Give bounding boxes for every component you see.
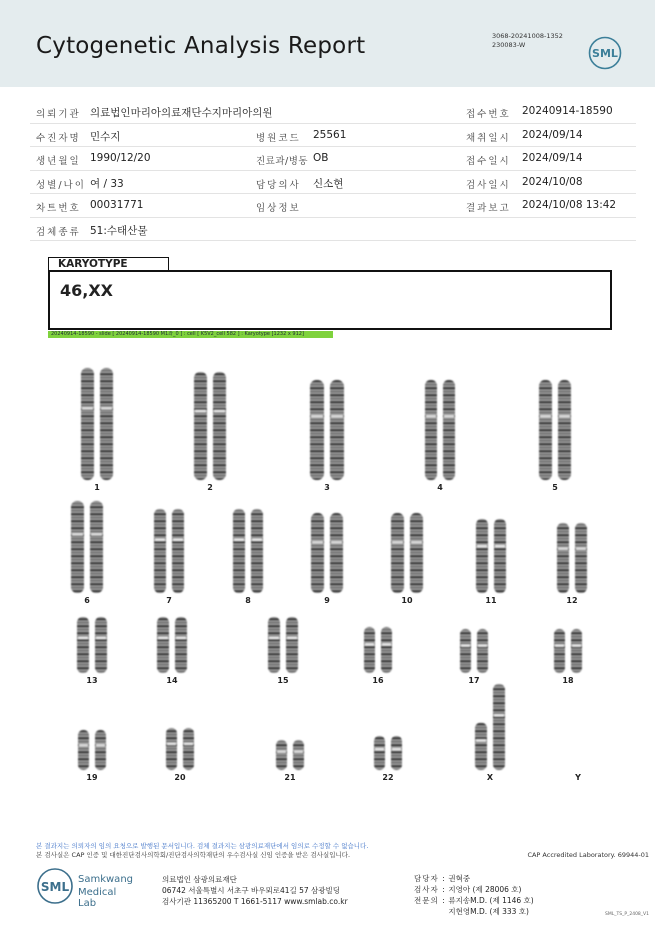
centromere <box>269 637 279 640</box>
info-row <box>30 218 636 242</box>
footer-logo-word-2: Medical Lab <box>78 887 117 909</box>
tester-label: 검사자 : <box>414 885 446 894</box>
specialist-name-1: 류지송M.D. (제 1146 호) <box>448 896 534 905</box>
chromosome-pair-12 <box>557 523 587 593</box>
chromosome-pair-9 <box>311 513 343 593</box>
centromere <box>176 637 186 640</box>
chromosome-label-8: 8 <box>245 596 251 605</box>
chromosome <box>554 629 565 673</box>
centromere <box>78 637 88 640</box>
specialist-name-2: 지현영M.D. (제 333 호) <box>448 907 529 916</box>
centromere <box>79 744 88 747</box>
centromere <box>184 743 193 746</box>
chromosome <box>100 368 113 480</box>
chromosome <box>194 372 207 480</box>
receipt-date-value: 2024/09/14 <box>522 152 583 164</box>
specimen-label: 검체종류 <box>36 226 81 238</box>
chromosome-pair-5 <box>539 380 571 480</box>
manager-name: 권혁중 <box>448 874 471 883</box>
patient-info-table <box>30 100 636 241</box>
centromere <box>331 415 343 418</box>
chromosome <box>425 380 437 480</box>
centromere <box>214 410 225 413</box>
chromosome-label-11: 11 <box>485 596 497 605</box>
chromosome-pair-6 <box>71 501 103 593</box>
chromosome <box>494 519 506 593</box>
chromosome-pair-16 <box>364 627 392 673</box>
chromosome <box>276 740 287 770</box>
centromere <box>444 415 454 418</box>
karyotype-value: 46,XX <box>60 281 114 300</box>
karyotype-label: KARYOTYPE <box>48 257 169 270</box>
hospital-code-value: 25561 <box>313 128 347 141</box>
centromere <box>331 541 342 544</box>
receipt-no-label: 접수번호 <box>466 109 511 120</box>
centromere <box>167 743 176 746</box>
chromosome <box>157 617 169 673</box>
chromosome-pair-13 <box>77 617 107 673</box>
chromosome-label-X: X <box>486 773 494 782</box>
chromosome <box>81 368 94 480</box>
chromosome-label-9: 9 <box>324 596 330 605</box>
footer-logo-word-1: Samkwang <box>78 874 133 885</box>
name-value: 민수지 <box>90 130 121 143</box>
chromosome <box>381 627 392 673</box>
chromosome-label-22: 22 <box>382 773 394 782</box>
chromosome-pair-3 <box>310 380 344 480</box>
chromosome <box>154 509 166 593</box>
centromere <box>558 548 568 551</box>
lab-contact: 검사기관 11365200 T 1661-5117 www.smlab.co.kr <box>162 897 348 906</box>
receipt-date-label: 접수일시 <box>466 156 511 167</box>
chromosome <box>374 736 385 770</box>
chromosome <box>330 380 344 480</box>
chromosome-label-20: 20 <box>174 773 186 782</box>
centromere <box>155 538 165 541</box>
test-date-label: 검사일시 <box>466 179 511 191</box>
chromosome <box>78 730 89 770</box>
chromosome-label-Y: Y <box>575 773 581 782</box>
chromosome-label-21: 21 <box>284 773 296 782</box>
report-code-1: 3068-20241008-1352 <box>492 32 563 40</box>
report-notes <box>36 842 368 860</box>
chromosome <box>175 617 187 673</box>
report-date-label: 결과보고 <box>466 203 511 214</box>
chromosome-label-18: 18 <box>562 676 574 685</box>
doctor-label: 담당의사 <box>256 179 301 191</box>
chromosome-label-7: 7 <box>166 596 172 605</box>
chromosome-pair-8 <box>233 509 263 593</box>
chromosome <box>410 513 423 593</box>
info-row <box>30 194 636 218</box>
name-label: 수진자명 <box>36 132 81 144</box>
info-row <box>30 171 636 195</box>
centromere <box>195 410 206 413</box>
karyotype-box <box>48 270 612 330</box>
chromosome <box>460 629 471 673</box>
chromosome-pair-10 <box>391 513 423 593</box>
centromere <box>294 751 303 754</box>
centromere <box>96 637 106 640</box>
chromosome <box>95 617 107 673</box>
lab-name: 의료법인 삼광의료재단 <box>162 875 237 884</box>
chromosome-pair-X <box>475 684 505 770</box>
chromosome <box>558 380 571 480</box>
chromosome <box>233 509 245 593</box>
chromosome-label-19: 19 <box>86 773 98 782</box>
centromere <box>559 415 570 418</box>
report-codes <box>492 32 563 50</box>
chromosome <box>90 501 103 593</box>
birth-value: 1990/12/20 <box>90 152 151 164</box>
report-code-2: 230083-W <box>492 41 526 49</box>
doctor-value: 신소현 <box>313 177 344 190</box>
chromosome-pair-21 <box>276 740 304 770</box>
centromere <box>411 541 422 544</box>
centromere <box>82 407 93 410</box>
chromosome <box>539 380 552 480</box>
chromosome-label-15: 15 <box>277 676 289 685</box>
report-date-value: 2024/10/08 13:42 <box>522 199 617 211</box>
collect-date-label: 채취일시 <box>466 132 511 144</box>
centromere <box>576 548 586 551</box>
chromosome <box>391 736 402 770</box>
chromosome <box>293 740 304 770</box>
chromosome <box>391 513 404 593</box>
centromere <box>173 538 183 541</box>
receipt-no-value: 20240914-18590 <box>522 105 613 117</box>
chromosome <box>268 617 280 673</box>
info-row <box>30 147 636 171</box>
hospital-code-label: 병원코드 <box>256 132 301 144</box>
chromosome <box>71 501 84 593</box>
chromosome-pair-14 <box>157 617 187 673</box>
institution-label: 의뢰기관 <box>36 109 81 120</box>
centromere <box>555 644 564 647</box>
specimen-value: 51:수태산물 <box>90 224 148 237</box>
centromere <box>572 644 581 647</box>
sml-logo-icon <box>588 36 622 70</box>
chromosome <box>475 723 487 770</box>
lab-street: 06742 서울특별시 서초구 바우뫼로41길 57 삼광빌딩 <box>162 886 341 895</box>
info-row <box>30 124 636 148</box>
chromosome <box>286 617 298 673</box>
sex-age-value: 여 / 33 <box>90 177 124 190</box>
chromosome <box>213 372 226 480</box>
institution-value: 의료법인마리아의료재단수지마리아의원 <box>90 107 273 119</box>
chromosome <box>477 629 488 673</box>
chart-no-value: 00031771 <box>90 199 144 211</box>
clinical-label: 임상정보 <box>256 203 301 214</box>
chromosome-label-16: 16 <box>372 676 384 685</box>
centromere <box>91 533 102 536</box>
dept-value: OB <box>313 152 329 164</box>
manager-label: 담당자 : <box>414 874 446 883</box>
chromosome-pair-20 <box>166 728 194 770</box>
centromere <box>96 744 105 747</box>
cap-accreditation: CAP Accredited Laboratory. 69944-01 <box>527 851 649 859</box>
chart-no-label: 차트번호 <box>36 203 81 214</box>
centromere <box>392 748 401 751</box>
karyogram-svg <box>40 345 620 795</box>
chromosome-label-4: 4 <box>437 483 443 492</box>
centromere <box>476 739 486 742</box>
chromosome <box>330 513 343 593</box>
chromosome-label-10: 10 <box>401 596 413 605</box>
centromere <box>540 415 551 418</box>
chromosome <box>575 523 587 593</box>
chromosome-pair-18 <box>554 629 582 673</box>
chromosome-pair-19 <box>78 730 106 770</box>
chromosome-label-2: 2 <box>207 483 213 492</box>
chromosome <box>251 509 263 593</box>
chromosome-pair-11 <box>476 519 506 593</box>
report-title: Cytogenetic Analysis Report <box>36 33 366 59</box>
chromosome-label-17: 17 <box>468 676 480 685</box>
centromere <box>382 643 391 646</box>
karyogram-image <box>40 345 620 795</box>
centromere <box>375 748 384 751</box>
birth-label: 생년월일 <box>36 156 81 167</box>
report-header <box>0 0 655 87</box>
chromosome-label-3: 3 <box>324 483 330 492</box>
chromosome <box>166 728 177 770</box>
document-code: SML_TS_P_2408_V1 <box>605 912 649 917</box>
chromosome-pair-17 <box>460 629 488 673</box>
centromere <box>477 545 487 548</box>
chromosome <box>557 523 569 593</box>
note-line-1: 본 결과지는 의뢰자의 임의 요청으로 발행된 문서입니다. 검체 결과지는 삼광의료재단에서 임의로 수정할 수 없습니다. <box>36 842 369 850</box>
centromere <box>72 533 83 536</box>
centromere <box>461 644 470 647</box>
centromere <box>312 541 323 544</box>
chromosome <box>311 513 324 593</box>
chromosome-pair-4 <box>425 380 455 480</box>
collect-date-value: 2024/09/14 <box>522 128 583 141</box>
chromosome <box>364 627 375 673</box>
chromosome <box>310 380 324 480</box>
test-date-value: 2024/10/08 <box>522 175 583 188</box>
lab-staff <box>414 873 534 917</box>
chromosome <box>172 509 184 593</box>
dept-label: 진료과/병동 <box>256 156 309 167</box>
chromosome-label-13: 13 <box>86 676 98 685</box>
sex-age-label: 성별/나이 <box>36 179 86 191</box>
chromosome <box>476 519 488 593</box>
chromosome <box>443 380 455 480</box>
chromosome-label-1: 1 <box>94 483 100 492</box>
centromere <box>478 644 487 647</box>
chromosome-pair-22 <box>374 736 402 770</box>
note-line-2: 본 검사실은 CAP 인증 및 대한진단검사의학회/진단검사의학재단의 우수검사실 신임 인증을 받은 검사실입니다. <box>36 851 351 859</box>
chromosome <box>95 730 106 770</box>
chromosome-pair-7 <box>154 509 184 593</box>
centromere <box>234 538 244 541</box>
tester-name: 지영아 (제 28006 호) <box>448 885 522 894</box>
centromere <box>365 643 374 646</box>
chromosome-pair-15 <box>268 617 298 673</box>
centromere <box>287 637 297 640</box>
footer-logo-text: SML <box>40 880 70 894</box>
centromere <box>426 415 436 418</box>
centromere <box>277 751 286 754</box>
sml-logo-text: SML <box>592 47 618 60</box>
centromere <box>392 541 403 544</box>
karyogram-caption: 20240914-18590 - slide [ 20240914-18590 M1좌_0 ] : cell [ K5V2_cell 582 ] : Karyotype [1232 x 912] <box>48 331 333 338</box>
chromosome <box>571 629 582 673</box>
chromosome <box>493 684 505 770</box>
centromere <box>311 415 323 418</box>
chromosome-label-12: 12 <box>566 596 578 605</box>
centromere <box>495 545 505 548</box>
chromosome-label-5: 5 <box>552 483 558 492</box>
centromere <box>494 714 504 717</box>
centromere <box>101 407 112 410</box>
chromosome-pair-1 <box>81 368 113 480</box>
footer-logo-icon <box>36 867 76 907</box>
chromosome <box>77 617 89 673</box>
chromosome-pair-2 <box>194 372 226 480</box>
centromere <box>158 637 168 640</box>
chromosome-label-14: 14 <box>166 676 178 685</box>
specialist-label: 전문의 : <box>414 896 446 905</box>
info-row <box>30 100 636 124</box>
lab-address <box>162 874 348 907</box>
chromosome-label-6: 6 <box>84 596 90 605</box>
chromosome <box>183 728 194 770</box>
centromere <box>252 538 262 541</box>
